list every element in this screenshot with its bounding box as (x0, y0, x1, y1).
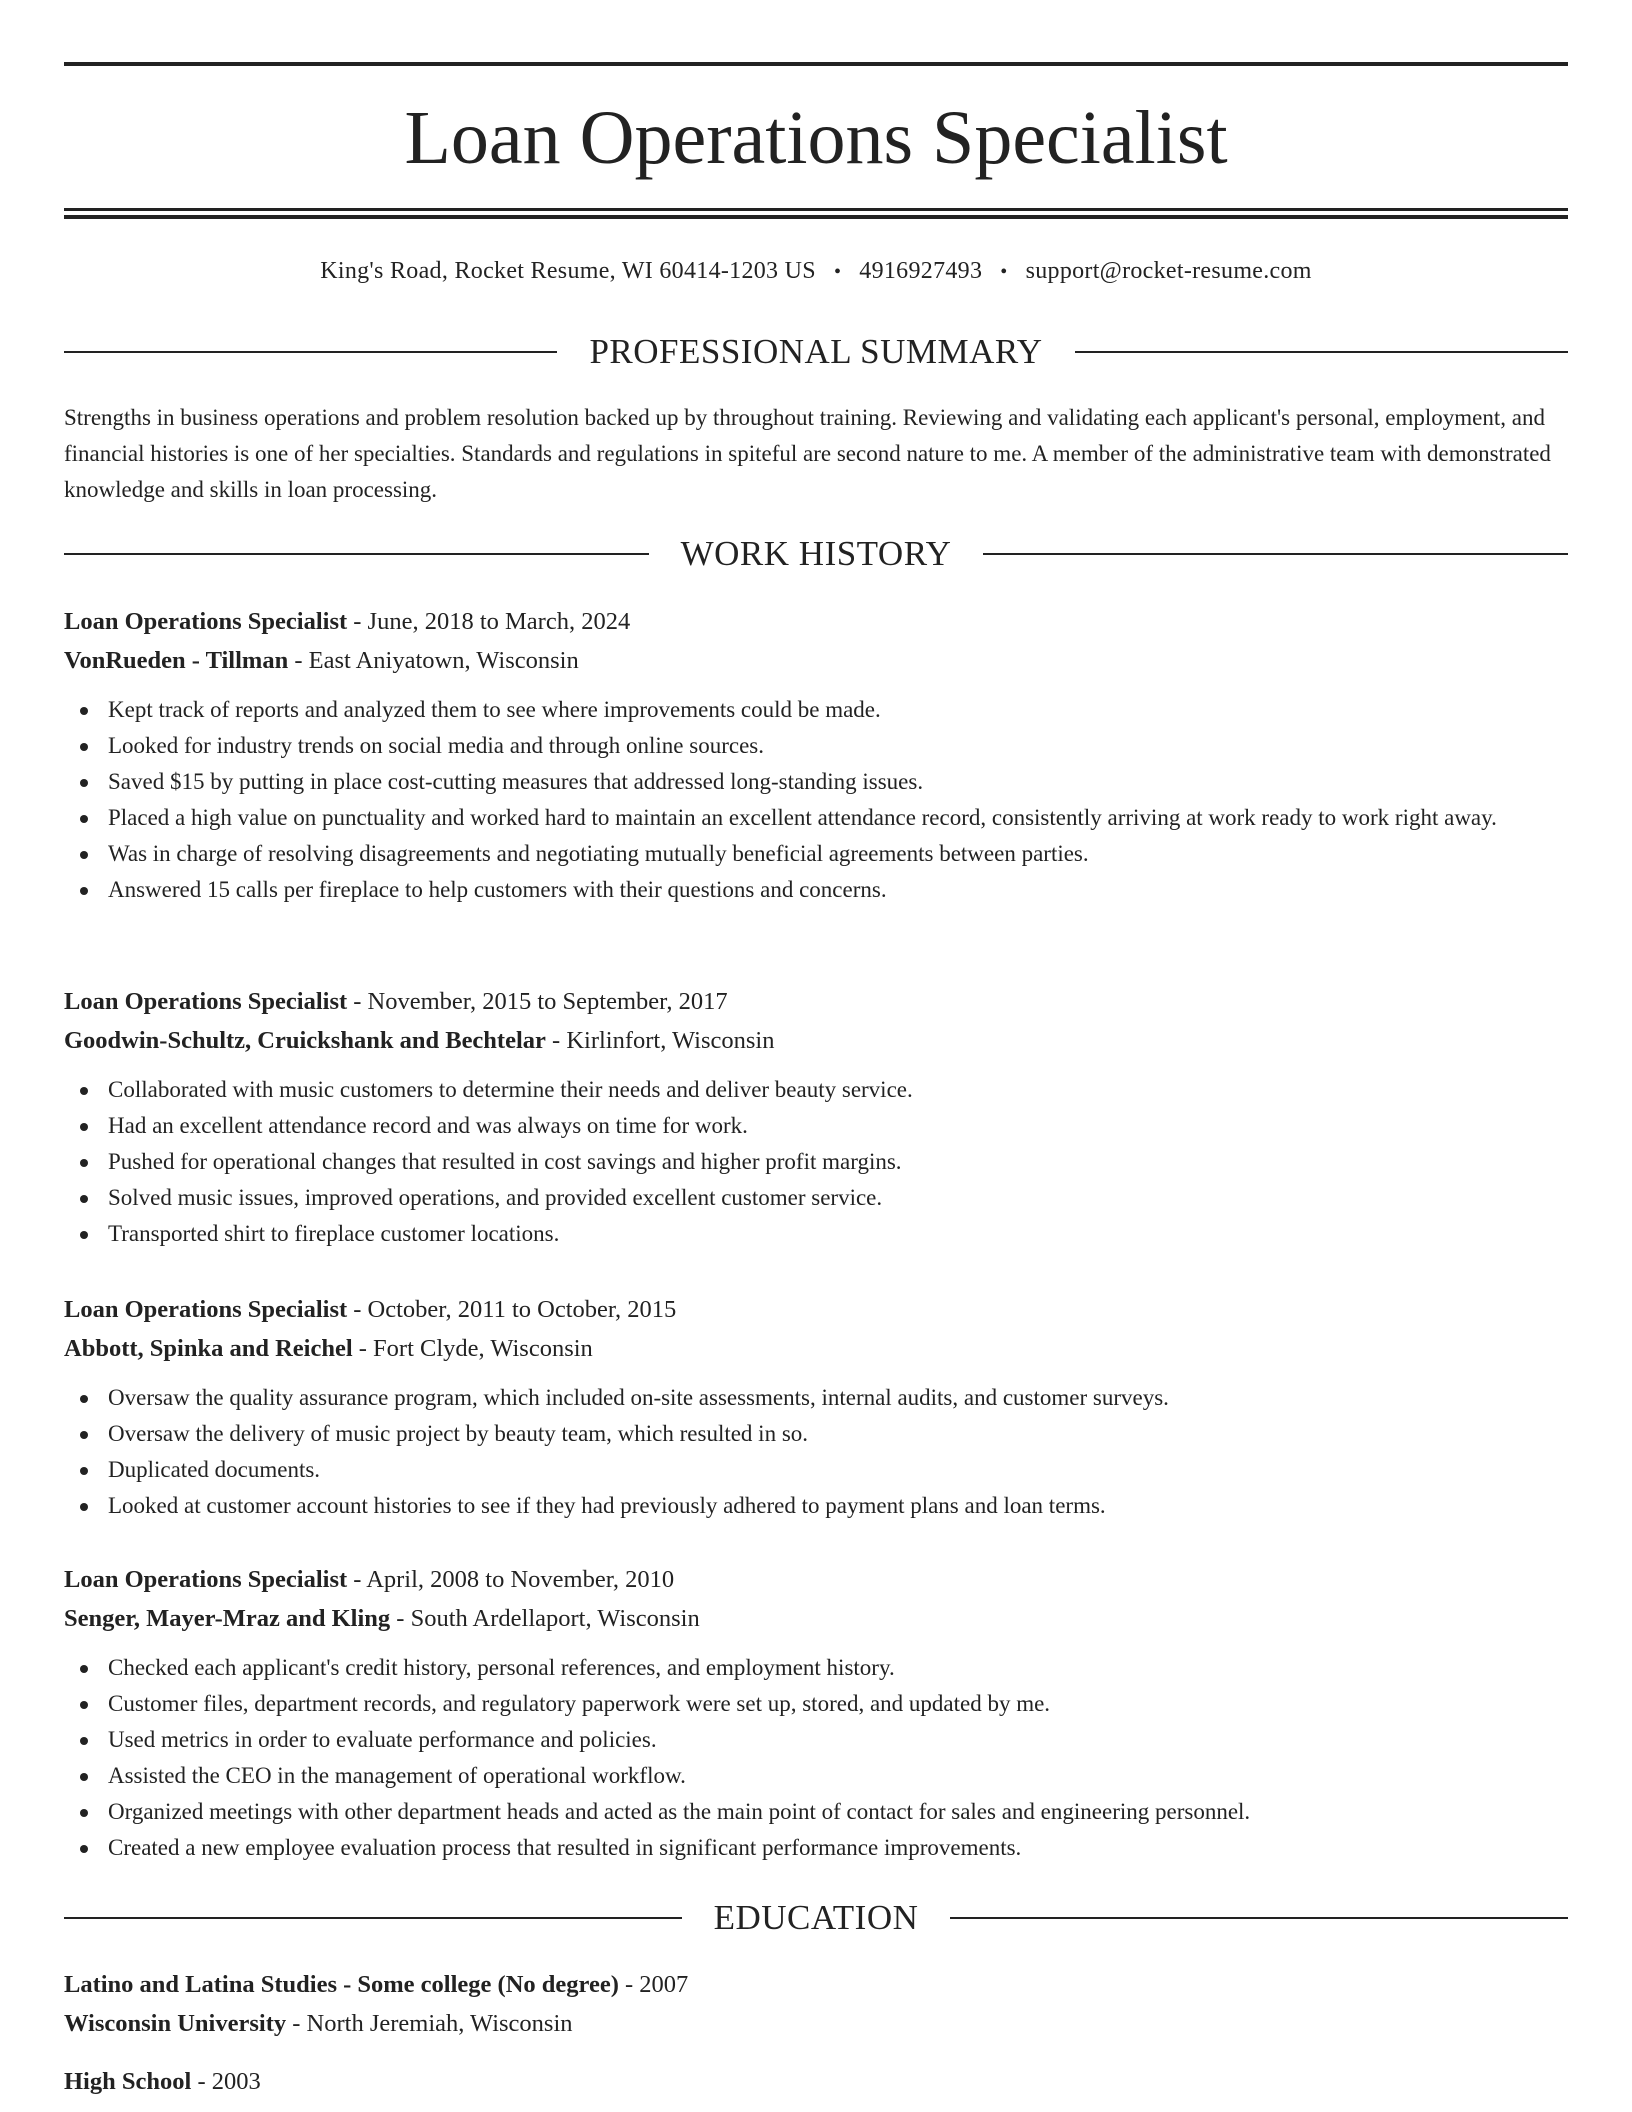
job-company: Abbott, Spinka and Reichel (64, 1335, 353, 1362)
bullet-icon (80, 743, 88, 751)
job-entry (64, 1290, 1568, 1524)
bullet-icon (80, 1395, 88, 1403)
job-title-line (64, 1560, 1568, 1599)
heading-rule (64, 553, 649, 555)
job-location: - South Ardellaport, Wisconsin (390, 1605, 700, 1632)
bullet-icon (80, 1123, 88, 1131)
top-rule (64, 62, 1568, 66)
job-title-line (64, 602, 1568, 641)
list-item (64, 1758, 1568, 1794)
list-item (64, 1488, 1568, 1524)
bullet-icon (80, 779, 88, 787)
job-entry (64, 982, 1568, 1252)
bullet-icon (80, 851, 88, 859)
bullet-text: Placed a high value on punctuality and worked hard to maintain an excellent attendance record, consistently arriving at work ready to work right away. (108, 805, 1497, 830)
education-school: Wisconsin University (64, 2010, 287, 2037)
job-company-line (64, 1021, 1568, 1060)
bullet-text: Used metrics in order to evaluate performance and policies. (108, 1727, 657, 1752)
summary-section-heading (64, 330, 1568, 374)
bullet-icon (80, 1231, 88, 1239)
education-entry (64, 1965, 1568, 2043)
job-company-line (64, 1599, 1568, 1638)
bullet-text: Customer files, department records, and regulatory paperwork were set up, stored, and updated by me. (108, 1691, 1051, 1716)
bullet-text: Transported shirt to fireplace customer locations. (108, 1221, 560, 1246)
bullet-icon (80, 1665, 88, 1673)
education-degree: Latino and Latina Studies - Some college (No degree) (64, 1971, 619, 1998)
section-title: EDUCATION (713, 1898, 919, 1937)
bullet-text: Assisted the CEO in the management of operational workflow. (108, 1763, 686, 1788)
education-entry (64, 2062, 1568, 2101)
contact-separator: • (1000, 261, 1008, 283)
contact-address: King's Road, Rocket Resume, WI 60414-1203 US (320, 258, 816, 284)
list-item (64, 764, 1568, 800)
list-item (64, 1144, 1568, 1180)
list-item (64, 836, 1568, 872)
education-degree-line (64, 2062, 1568, 2101)
heading-rule (64, 351, 557, 353)
job-title: Loan Operations Specialist (64, 1296, 348, 1323)
job-company: Goodwin-Schultz, Cruickshank and Bechtelar (64, 1027, 546, 1054)
bullet-text: Looked at customer account histories to see if they had previously adhered to payment plans and loan terms. (108, 1493, 1106, 1518)
bullet-icon (80, 1467, 88, 1475)
job-bullets (64, 1650, 1568, 1866)
contact-line (64, 254, 1568, 289)
list-item (64, 1830, 1568, 1866)
summary-text: Strengths in business operations and problem resolution backed up by throughout training. Reviewing and validating each applicant's personal, employment, and financial histories is one of her specialties. Standards and regulations in spiteful are second nature to me. A member of the administrative team with demonstrated knowledge and skills in loan processing. (64, 405, 1551, 502)
heading-rule (950, 1917, 1568, 1919)
bullet-icon (80, 815, 88, 823)
list-item (64, 872, 1568, 908)
job-bullets (64, 1380, 1568, 1524)
bullet-text: Checked each applicant's credit history, personal references, and employment history. (108, 1655, 895, 1680)
job-title: Loan Operations Specialist (64, 608, 348, 635)
education-year: - 2003 (191, 2068, 261, 2095)
job-company: VonRueden - Tillman (64, 647, 289, 674)
list-item (64, 1216, 1568, 1252)
job-title-line (64, 1290, 1568, 1329)
list-item (64, 692, 1568, 728)
education-degree: High School (64, 2068, 192, 2095)
education-year: - 2007 (618, 1971, 689, 1998)
list-item (64, 728, 1568, 764)
bullet-text: Saved $15 by putting in place cost-cutting measures that addressed long-standing issues. (108, 769, 924, 794)
job-entry (64, 602, 1568, 908)
bullet-text: Looked for industry trends on social media and through online sources. (108, 733, 764, 758)
bullet-icon (80, 1773, 88, 1781)
bullet-text: Oversaw the quality assurance program, which included on-site assessments, internal audits, and customer surveys. (108, 1385, 1169, 1410)
bullet-text: Duplicated documents. (108, 1457, 321, 1482)
education-location: - North Jeremiah, Wisconsin (286, 2010, 573, 2037)
section-title: WORK HISTORY (680, 534, 952, 573)
list-item (64, 1108, 1568, 1144)
contact-email: support@rocket-resume.com (1025, 258, 1312, 284)
job-location: - East Aniyatown, Wisconsin (288, 647, 579, 674)
name-double-rule (64, 208, 1568, 219)
education-school-line (64, 2004, 1568, 2043)
job-company-line (64, 1329, 1568, 1368)
job-title: Loan Operations Specialist (64, 1566, 348, 1593)
job-dates: - June, 2018 to March, 2024 (347, 608, 631, 635)
bullet-text: Was in charge of resolving disagreements and negotiating mutually beneficial agreements between parties. (108, 841, 1089, 866)
bullet-icon (80, 1195, 88, 1203)
heading-rule (64, 1917, 682, 1919)
job-dates: - April, 2008 to November, 2010 (347, 1566, 675, 1593)
section-title: PROFESSIONAL SUMMARY (589, 332, 1043, 371)
resume-name: Loan Operations Specialist (404, 96, 1228, 180)
bullet-text: Oversaw the delivery of music project by beauty team, which resulted in so. (108, 1421, 809, 1446)
job-bullets (64, 692, 1568, 908)
list-item (64, 800, 1568, 836)
job-entry (64, 1560, 1568, 1866)
bullet-icon (80, 1431, 88, 1439)
bullet-text: Organized meetings with other department heads and acted as the main point of contact for sales and engineering personnel. (108, 1799, 1251, 1824)
bullet-icon (80, 1737, 88, 1745)
job-title: Loan Operations Specialist (64, 988, 348, 1015)
bullet-text: Answered 15 calls per fireplace to help customers with their questions and concerns. (108, 877, 887, 902)
job-location: - Kirlinfort, Wisconsin (545, 1027, 775, 1054)
bullet-icon (80, 1503, 88, 1511)
contact-phone: 4916927493 (859, 258, 983, 284)
education-section-heading (64, 1896, 1568, 1940)
job-location: - Fort Clyde, Wisconsin (352, 1335, 593, 1362)
list-item (64, 1686, 1568, 1722)
job-bullets (64, 1072, 1568, 1252)
bullet-icon (80, 707, 88, 715)
list-item (64, 1722, 1568, 1758)
bullet-text: Created a new employee evaluation process that resulted in significant performance improvements. (108, 1835, 1022, 1860)
bullet-text: Collaborated with music customers to determine their needs and deliver beauty service. (108, 1077, 913, 1102)
job-dates: - November, 2015 to September, 2017 (347, 988, 728, 1015)
list-item (64, 1452, 1568, 1488)
bullet-icon (80, 1087, 88, 1095)
heading-rule (983, 553, 1568, 555)
bullet-icon (80, 1809, 88, 1817)
bullet-icon (80, 1701, 88, 1709)
list-item (64, 1180, 1568, 1216)
list-item (64, 1380, 1568, 1416)
job-title-line (64, 982, 1568, 1021)
bullet-icon (80, 887, 88, 895)
list-item (64, 1416, 1568, 1452)
bullet-icon (80, 1845, 88, 1853)
resume-page (64, 0, 1568, 2112)
list-item (64, 1650, 1568, 1686)
job-company: Senger, Mayer-Mraz and Kling (64, 1605, 391, 1632)
list-item (64, 1794, 1568, 1830)
job-dates: - October, 2011 to October, 2015 (347, 1296, 677, 1323)
list-item (64, 1072, 1568, 1108)
bullet-icon (80, 1159, 88, 1167)
education-degree-line (64, 1965, 1568, 2004)
contact-separator: • (833, 261, 842, 283)
bullet-text: Pushed for operational changes that resulted in cost savings and higher profit margins. (108, 1149, 902, 1174)
bullet-text: Kept track of reports and analyzed them to see where improvements could be made. (108, 697, 881, 722)
bullet-text: Solved music issues, improved operations, and provided excellent customer service. (108, 1185, 883, 1210)
heading-rule (1075, 351, 1568, 353)
bullet-text: Had an excellent attendance record and was always on time for work. (108, 1113, 748, 1138)
work-section-heading (64, 532, 1568, 576)
job-company-line (64, 641, 1568, 680)
